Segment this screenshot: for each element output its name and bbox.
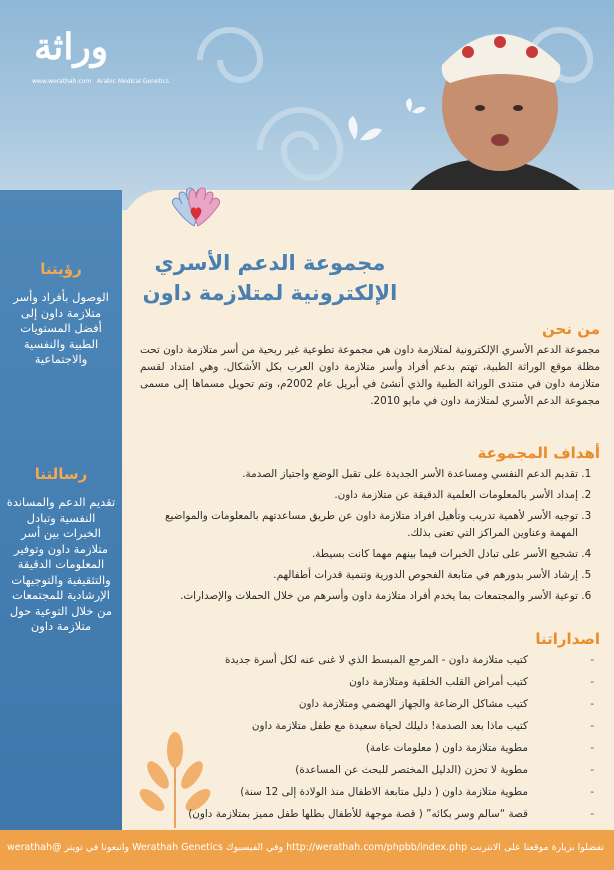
list-item: 5. إرشاد الأسر بدورهم في متابعة الفحوص الدورية وتنمية قدرات أطفالهم.	[140, 567, 578, 584]
list-item: 3. توجيه الأسر لأهمية تدريب وتأهيل افراد متلازمة داون عن طريق مساعدتهم بالمعلومات والمواضيع المهمة وعناوين المراكز التي تعنى بذلك.	[140, 508, 578, 542]
logo-url: www.werathah.com Arabic Medical Genetics	[32, 78, 170, 85]
list-item: - مطوية متلازمة داون ( دليل متابعة الاطفال منذ الولادة إلى 12 سنة)	[140, 784, 600, 800]
hands-heart-icon	[146, 186, 246, 234]
vision-text: الوصول بأفراد وأسر متلازمة داون إلى أفضل المستويات الطبية والنفسية والاجتماعية	[13, 290, 109, 366]
publications-list	[140, 652, 600, 822]
about-heading: من نحن	[542, 320, 600, 338]
list-item: - كتيب أمراض القلب الخلقية ومتلازمة داون	[140, 674, 600, 690]
footer-bar	[0, 830, 614, 870]
werathah-logo[interactable]	[12, 12, 172, 85]
about-section	[140, 320, 600, 410]
about-text: مجموعة الدعم الأسري الإلكترونية لمتلازمة داون هي مجموعة تطوعية غير ربحية من أسر متلازمة داون تحت مظلة موقع الوراثة الطبية، تهتم بدعم أفراد وأسر متلازمة داون العرب بكل الأشكال. وهي امتداد لقسم متلازمة داون في منتدى الوراثة الطبية والذي أنشئ في أبريل عام 2002م، وتم تحويل مسماها إلى مسمى مجموعة الدعم الأسري لمتلازمة داون في مايو 2010.	[140, 344, 601, 407]
list-item: - مطوية متلازمة داون ( معلومات عامة)	[140, 740, 600, 756]
list-item: 1. تقديم الدعم النفسي ومساعدة الأسر الجديدة على تقبل الوضع واجتياز الصدمة.	[140, 466, 578, 483]
goals-section	[140, 444, 600, 609]
list-item: 4. تشجيع الأسر على تبادل الخبرات فيما بينهم مهما كانت بسيطة.	[140, 546, 578, 563]
list-item: - مطوية لا تحزن (الدليل المختصر للبحث عن المساعدة)	[140, 762, 600, 778]
mission-block	[6, 465, 116, 635]
publications-section	[140, 630, 600, 828]
page-title: مجموعة الدعم الأسري الإلكترونية لمتلازمة داون	[142, 251, 398, 305]
list-item: 6. توعية الأسر والمجتمعات بما يخدم أفراد متلازمة داون وأسرهم من خلال الحملات والإصدارات.	[140, 588, 578, 605]
list-item: - كتيب مشاكل الرضاعة والجهاز الهضمي ومتلازمة داون	[140, 696, 600, 712]
publications-heading: اصداراتنا	[535, 630, 600, 648]
butterfly-icon	[348, 116, 357, 140]
goals-list	[140, 466, 600, 605]
logo-wordmark: وراثة	[34, 26, 109, 68]
list-item: - قصة “سالم وسر بكائه” ( قصة موجهة للأطفال بطلها طفل مميز بمتلازمة داون)	[140, 806, 600, 822]
vision-heading: رؤيتنا	[40, 260, 82, 278]
footer-contact-text: تفضلوا بزيارة موقعنا على الانترنت http://werathah.com/phpbb/index.php وفي الفيسبوك Werathah Genetics واتبعونا في تويتر @werathah	[7, 842, 604, 853]
list-item: 2. إمداد الأسر بالمعلومات العلمية الدقيقة عن متلازمة داون.	[140, 487, 578, 504]
list-item: - كتيب متلازمة داون - المرجع المبسط الذي لا غنى عنه لكل أسرة جديدة	[140, 652, 600, 668]
goals-heading: أهداف المجموعة	[477, 444, 600, 462]
mission-heading: رسالتنا	[34, 465, 88, 483]
list-item: - كتيب ماذا بعد الصدمة! دليلك لحياة سعيدة مع طفل متلازمة داون	[140, 718, 600, 734]
vision-block	[6, 260, 116, 368]
mission-text: تقديم الدعم والمساندة النفسية وتبادل الخبرات بين أسر متلازمة داون وتوفير المعلومات الدقيقة والتثقيفية والتوجيهات الإرشادية للمجتمعات من خلال التوعية حول متلازمة داون	[6, 495, 116, 633]
